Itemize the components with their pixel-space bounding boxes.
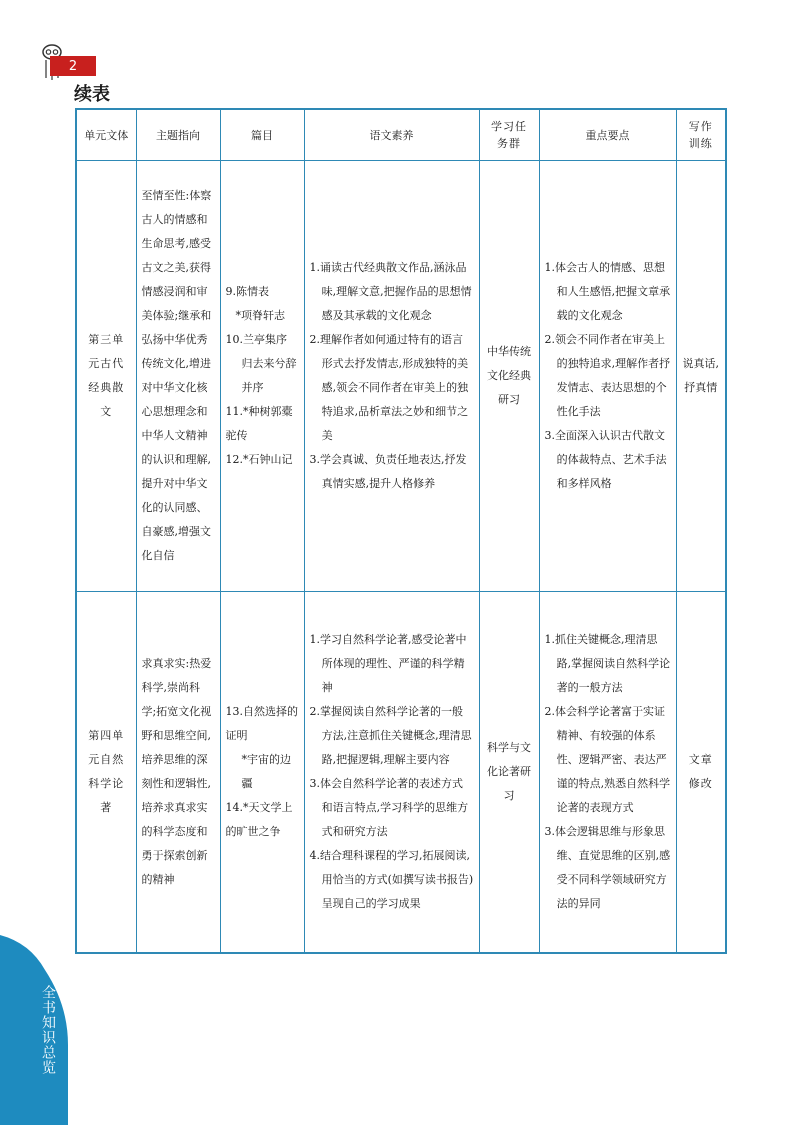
theme-cell: 求真求实:热爱科学,崇尚科学;拓宽文化视野和思维空间,培养思维的深刻性和逻辑性,培养求真求实的科学态度和勇于探索创新的精神 <box>136 592 220 954</box>
texts-cell <box>220 161 304 592</box>
table-row <box>76 592 726 954</box>
literacy-item: 2.掌握阅读自然科学论著的一般方法,注意抓住关键概念,理清思路,把握逻辑,理解主要内容 <box>309 705 472 766</box>
key-points-cell <box>539 592 676 954</box>
key-point-item: 1.抓住关键概念,理清思路,掌握阅读自然科学论著的一般方法 <box>544 633 671 694</box>
text-title: *宇宙的边疆 <box>241 753 291 790</box>
unit-cell: 第四单元自然科学论著 <box>76 592 136 954</box>
key-points-cell <box>539 161 676 592</box>
key-point-item: 1.体会古人的情感、思想和人生感悟,把握文章承载的文化观念 <box>544 261 671 322</box>
task-group-cell: 科学与文化论著研习 <box>479 592 539 954</box>
literacy-item: 1.诵读古代经典散文作品,涵泳品味,理解文意,把握作品的思想情感及其承载的文化观念 <box>309 261 472 322</box>
text-title: 13.自然选择的证明 <box>225 705 298 742</box>
literacy-item: 4.结合理科课程的学习,拓展阅读,用恰当的方式(如撰写读书报告)呈现自己的学习成果 <box>309 849 474 910</box>
column-header: 语文素养 <box>304 109 479 161</box>
literacy-item: 3.学会真诚、负责任地表达,抒发真情实感,提升人格修养 <box>309 453 467 490</box>
texts-cell <box>220 592 304 954</box>
column-header: 单元文体 <box>76 109 136 161</box>
theme-cell: 至情至性:体察古人的情感和生命思考,感受古文之美,获得情感浸润和审美体验;继承和弘扬中华优秀传统文化,增进对中华文化核心思想理念和中华人文精神的认识和理解,提升对中华文化的认同感、自豪感,增强文化自信 <box>136 161 220 592</box>
syllabus-table <box>75 108 727 954</box>
unit-cell: 第三单元古代经典散文 <box>76 161 136 592</box>
literacy-item: 3.体会自然科学论著的表述方式和语言特点,学习科学的思维方式和研究方法 <box>309 777 469 838</box>
key-point-item: 2.体会科学论著富于实证精神、有较强的体系性、逻辑严密、表达严谨的特点,熟悉自然科学论著的表现方式 <box>544 705 671 814</box>
page-title: 续表 <box>74 84 110 105</box>
column-header: 重点要点 <box>539 109 676 161</box>
table-row <box>76 161 726 592</box>
key-point-item: 3.全面深入认识古代散文的体裁特点、艺术手法和多样风格 <box>544 429 667 490</box>
column-header: 篇目 <box>220 109 304 161</box>
key-point-item: 2.领会不同作者在审美上的独特追求,理解作者抒发情志、表达思想的个性化手法 <box>544 333 671 418</box>
side-tab-label: 全书知识总览 <box>40 985 56 1075</box>
page-number-badge: 2 <box>50 56 96 76</box>
task-group-cell: 中华传统文化经典研习 <box>479 161 539 592</box>
literacy-item: 1.学习自然科学论著,感受论著中所体现的理性、严谨的科学精神 <box>309 633 467 694</box>
column-header: 主题指向 <box>136 109 220 161</box>
text-title: 9.陈情表 <box>225 285 269 298</box>
literacy-item: 2.理解作者如何通过特有的语言形式去抒发情志,形成独特的美感,领会不同作者在审美上的独特追求,品析章法之妙和细节之美 <box>309 333 469 442</box>
writing-cell: 说真话,抒真情 <box>676 161 726 592</box>
table-header-row <box>76 109 726 161</box>
literacy-cell <box>304 161 479 592</box>
key-point-item: 3.体会逻辑思维与形象思维、直觉思维的区别,感受不同科学领域研究方法的异同 <box>544 825 671 910</box>
text-title: *项脊轩志 <box>235 309 285 322</box>
writing-cell: 文章修改 <box>676 592 726 954</box>
text-title: 归去来兮辞并序 <box>241 357 297 394</box>
literacy-cell <box>304 592 479 954</box>
column-header: 学习任务群 <box>479 109 539 161</box>
text-title: 11.*种树郭橐驼传 <box>225 405 293 442</box>
text-title: 12.*石钟山记 <box>225 453 293 466</box>
text-title: 14.*天文学上的旷世之争 <box>225 801 293 838</box>
text-title: 10.兰亭集序 <box>225 333 287 346</box>
column-header: 写作训练 <box>676 109 726 161</box>
